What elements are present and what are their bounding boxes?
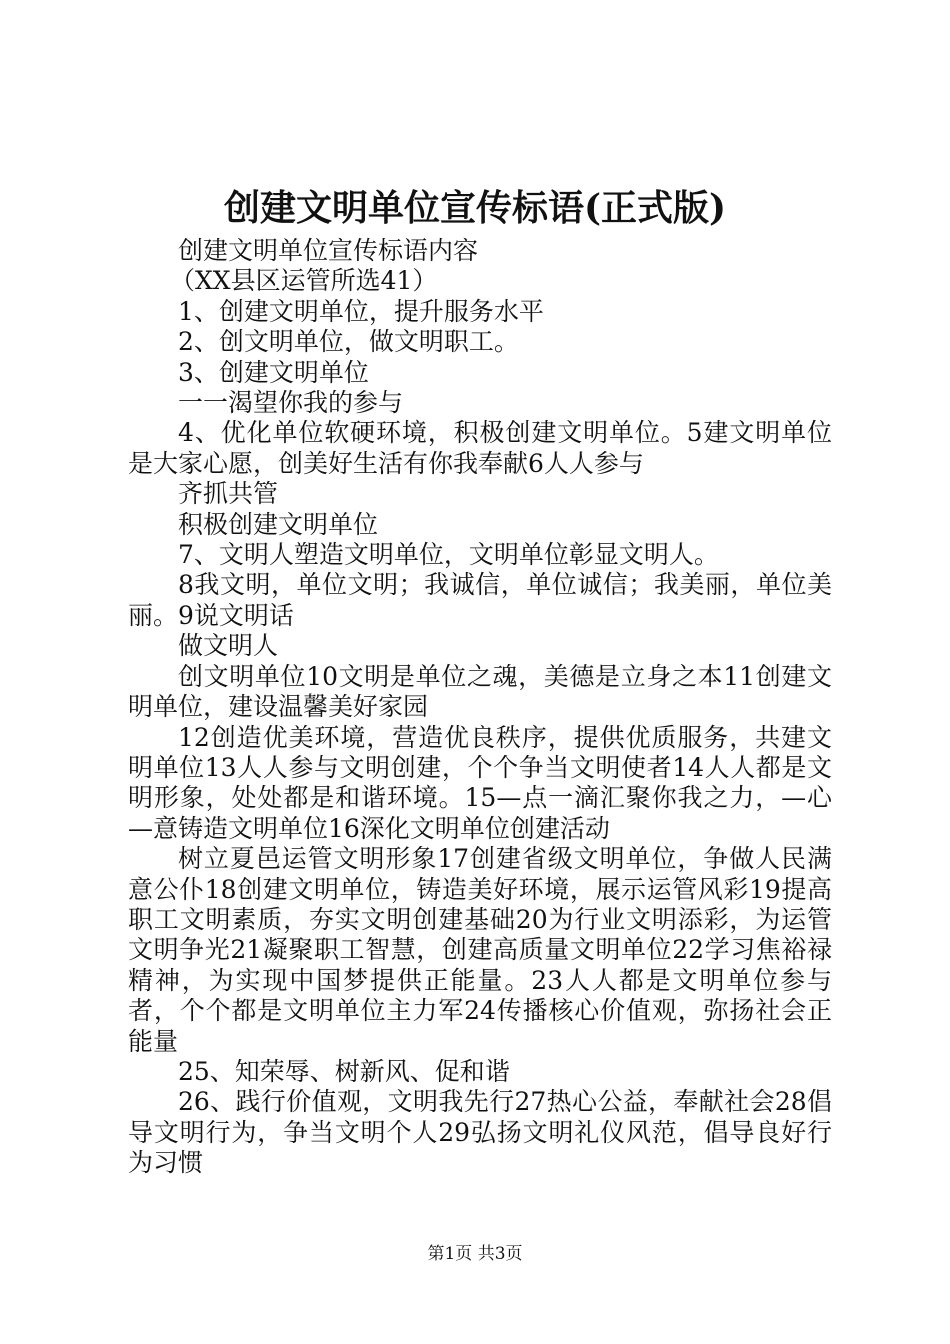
paragraph-slogan-7: 7、文明人塑造文明单位，文明单位彰显文明人。: [178, 540, 719, 570]
paragraph-slogan-8: 8我文明，单位文明；我诚信，单位诚信；我美丽，单位美丽。9说文明话: [128, 570, 832, 630]
paragraph-slogan-4: 4、优化单位软硬环境，积极创建文明单位。5建文明单位是大家心愿，创美好生活有你我奉献6人人参与: [128, 418, 832, 478]
paragraph-heading: 创建文明单位宣传标语内容: [178, 236, 479, 265]
paragraph-slogan-2: 2、创文明单位，做文明职工。: [178, 327, 519, 357]
paragraph-slogan-9-sub: 做文明人: [178, 631, 279, 661]
paragraph-slogan-6-sub-b: 积极创建文明单位: [178, 509, 379, 539]
paragraph-slogan-6-sub-a: 齐抓共管: [178, 479, 279, 509]
paragraph-slogan-17: 树立夏邑运管文明形象17创建省级文明单位，争做人民满意公仆18创建文明单位，铸造美好环境，展示运管风彩19提高职工文明素质，夯实文明创建基础20为行业文明添彩，为运管文明争光21凝聚职工智慧，创建高质量文明单位22学习焦裕禄精神，为实现中国梦提供正能量。23人人都是文明单位参与者，个个都是文明单位主力军24传播核心价值观，弥扬社会正能量: [128, 844, 832, 1056]
paragraph-slogan-3-sub: 一一渴望你我的参与: [178, 388, 404, 418]
paragraph-source: （XX县区运管所选41）: [170, 266, 438, 296]
paragraph-slogan-3: 3、创建文明单位: [178, 357, 369, 387]
page-title: 创建文明单位宣传标语(正式版): [223, 187, 727, 229]
paragraph-slogan-26: 26、践行价值观，文明我先行27热心公益，奉献社会28倡导文明行为，争当文明个人29弘扬文明礼仪风范，倡导良好行为习惯: [128, 1087, 832, 1178]
document-body: [128, 236, 832, 1179]
paragraph-slogan-10: 创文明单位10文明是单位之魂，美德是立身之本11创建文明单位，建设温馨美好家园: [128, 661, 832, 722]
paragraph-slogan-1: 1、创建文明单位，提升服务水平: [178, 296, 544, 326]
paragraph-slogan-12: 12创造优美环境，营造优良秩序，提供优质服务，共建文明单位13人人参与文明创建，个个争当文明使者14人人都是文明形象，处处都是和谐环境。15—点一滴汇聚你我之力，—心—意铸造文明单位16深化文明单位创建活动: [128, 722, 832, 843]
page-number-footer: 第1页 共3页: [427, 1244, 523, 1264]
paragraph-slogan-25: 25、知荣辱、树新风、促和谐: [178, 1056, 510, 1086]
